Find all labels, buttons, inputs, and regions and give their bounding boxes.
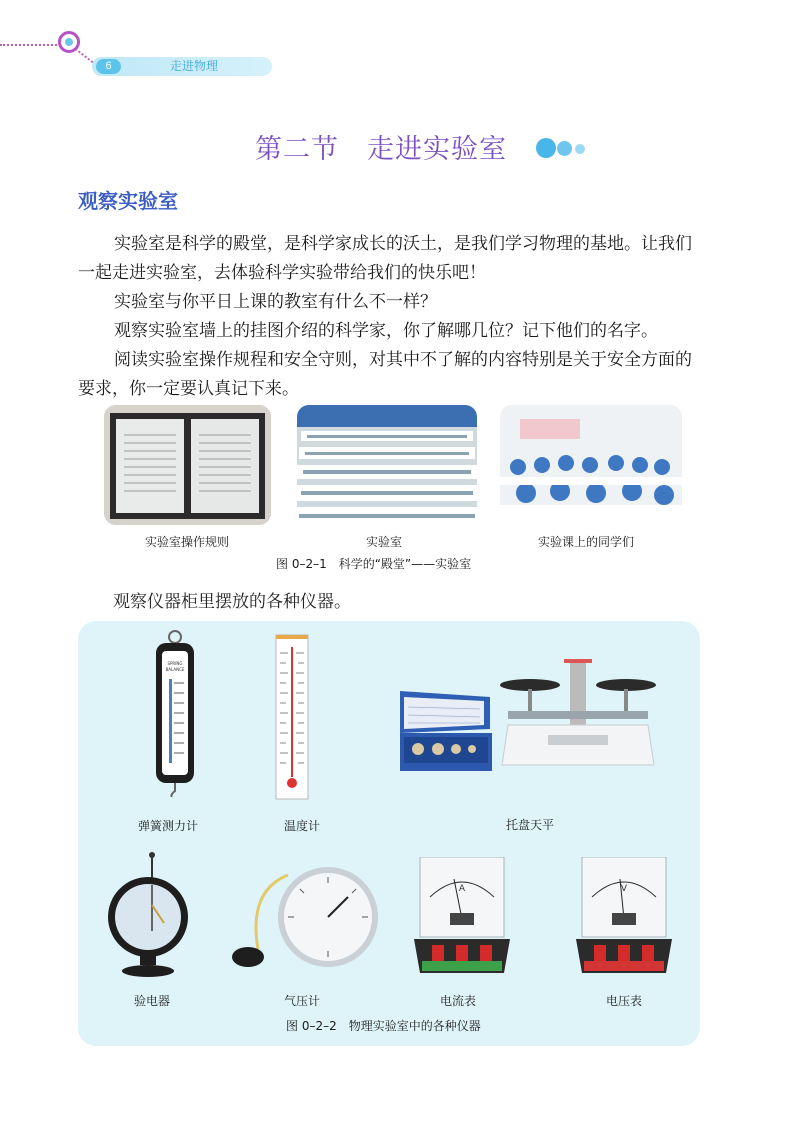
figure-caption: 图 0–2–1 科学的“殿堂”——实验室	[276, 557, 472, 571]
sub-heading: 观察实验室	[78, 189, 178, 213]
weight-box-image	[398, 689, 494, 775]
photo-caption: 实验室	[366, 535, 403, 549]
instrument-panel	[78, 621, 700, 1046]
decor-dot	[536, 138, 556, 158]
decor-dot	[557, 141, 572, 156]
photo-caption: 实验室操作规则	[145, 535, 230, 549]
header-dotted-line	[0, 44, 64, 46]
paragraph: 实验室是科学的殿堂，是科学家成长的沃土，是我们学习物理的基地。让我们一起走进实验室，去体验科学实验带给我们的快乐吧！	[78, 234, 692, 283]
paragraph: 实验室与你平日上课的教室有什么不一样？	[114, 292, 437, 312]
barometer-image	[228, 861, 378, 973]
header-ring-icon	[58, 31, 80, 53]
electroscope-image	[106, 851, 190, 981]
photo-caption: 实验课上的同学们	[538, 535, 635, 549]
paragraph: 观察实验室墙上的挂图介绍的科学家，你了解哪几位？记下他们的名字。	[114, 321, 658, 341]
laboratory-photo	[297, 405, 477, 525]
instrument-label: 电压表	[606, 994, 643, 1008]
voltmeter-symbol: V	[620, 884, 628, 894]
instrument-label: 温度计	[284, 819, 321, 833]
instrument-label: 电流表	[440, 994, 477, 1008]
instrument-label: 验电器	[134, 994, 171, 1008]
section-title: 第二节 走进实验室	[255, 134, 507, 165]
figure-caption: 图 0–2–2 物理实验室中的各种仪器	[286, 1019, 481, 1033]
instrument-label: 弹簧测力计	[138, 819, 199, 833]
lab-rules-photo	[104, 405, 271, 525]
paragraph: 观察仪器柜里摆放的各种仪器。	[113, 592, 351, 612]
chapter-title: 走进物理	[170, 59, 219, 73]
thermometer-image	[274, 633, 310, 803]
page-number: 6	[96, 59, 121, 74]
spring-label-2: BALANCE	[165, 667, 185, 672]
classroom-students-photo	[500, 405, 682, 525]
decor-dot	[575, 144, 585, 154]
voltmeter-image	[576, 857, 672, 975]
paragraph: 阅读实验室操作规程和安全守则，对其中不了解的内容特别是关于安全方面的要求，你一定要认真记下来。	[78, 350, 692, 399]
spring-label-1: SPRING	[167, 661, 183, 666]
ammeter-symbol: A	[458, 884, 466, 894]
instrument-label: 气压计	[284, 994, 321, 1008]
header-dotted-connector	[75, 48, 94, 63]
ammeter-image	[414, 857, 510, 975]
instrument-label: 托盘天平	[506, 818, 555, 832]
pan-balance-image	[498, 655, 658, 775]
spring-balance-image	[150, 629, 200, 797]
